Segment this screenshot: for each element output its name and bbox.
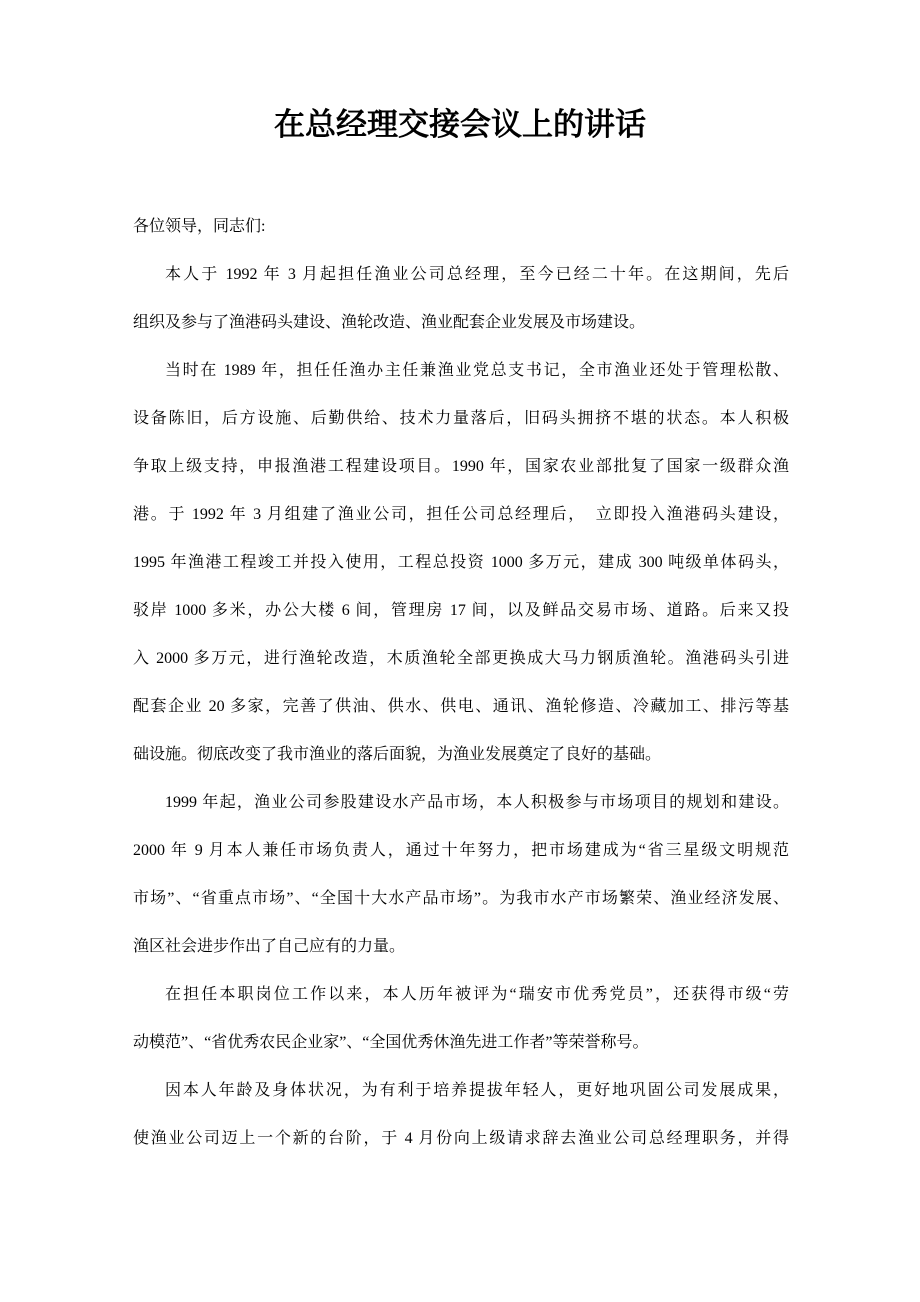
document-line: 1999 年起，渔业公司参股建设水产品市场，本人积极参与市场项目的规划和建设。 xyxy=(165,794,789,811)
document-line: 组织及参与了渔港码头建设、渔轮改造、渔业配套企业发展及市场建设。 xyxy=(133,314,646,331)
document-line: 市场”、“省重点市场”、“全国十大水产品市场”。为我市水产市场繁荣、渔业经济发展、 xyxy=(133,890,789,907)
document-line: 础设施。彻底改变了我市渔业的落后面貌，为渔业发展奠定了良好的基础。 xyxy=(133,746,662,763)
document-line: 因本人年龄及身体状况，为有利于培养提拔年轻人，更好地巩固公司发展成果， xyxy=(165,1082,789,1099)
document-line: 当时在 1989 年，担任任渔办主任兼渔业党总支书记，全市渔业还处于管理松散、 xyxy=(165,362,789,379)
document-line: 港。于 1992 年 3 月组建了渔业公司，担任公司总经理后， 立即投入渔港码头建设， xyxy=(133,506,789,523)
document-line: 争取上级支持，申报渔港工程建设项目。1990 年，国家农业部批复了国家一级群众渔 xyxy=(133,458,789,475)
document-title: 在总经理交接会议上的讲话 xyxy=(274,107,646,142)
document-line: 2000 年 9 月本人兼任市场负责人，通过十年努力，把市场建成为“省三星级文明规范 xyxy=(133,842,789,859)
document-line: 入 2000 多万元，进行渔轮改造，木质渔轮全部更换成大马力钢质渔轮。渔港码头引进 xyxy=(133,650,789,667)
document-line: 动模范”、“省优秀农民企业家”、“全国优秀休渔先进工作者”等荣誉称号。 xyxy=(133,1034,649,1051)
document-line: 配套企业 20 多家，完善了供油、供水、供电、通讯、渔轮修造、冷藏加工、排污等基 xyxy=(133,698,789,715)
document-line: 驳岸 1000 多米，办公大楼 6 间，管理房 17 间，以及鲜品交易市场、道路。后来又投 xyxy=(133,602,789,619)
document-line: 渔区社会进步作出了自己应有的力量。 xyxy=(133,938,406,955)
document-body xyxy=(133,203,789,1163)
document-line: 设备陈旧，后方设施、后勤供给、技术力量落后，旧码头拥挤不堪的状态。本人积极 xyxy=(133,410,789,427)
document-line-salutation: 各位领导，同志们: xyxy=(133,218,266,235)
document-line: 在担任本职岗位工作以来，本人历年被评为“瑞安市优秀党员”，还获得市级“劳 xyxy=(165,986,789,1003)
document-line: 本人于 1992 年 3 月起担任渔业公司总经理，至今已经二十年。在这期间，先后 xyxy=(165,266,789,283)
document-line: 1995 年渔港工程竣工并投入使用，工程总投资 1000 多万元，建成 300 吨级单体码头， xyxy=(133,554,789,571)
document-line: 使渔业公司迈上一个新的台阶，于 4 月份向上级请求辞去渔业公司总经理职务，并得 xyxy=(133,1130,789,1147)
